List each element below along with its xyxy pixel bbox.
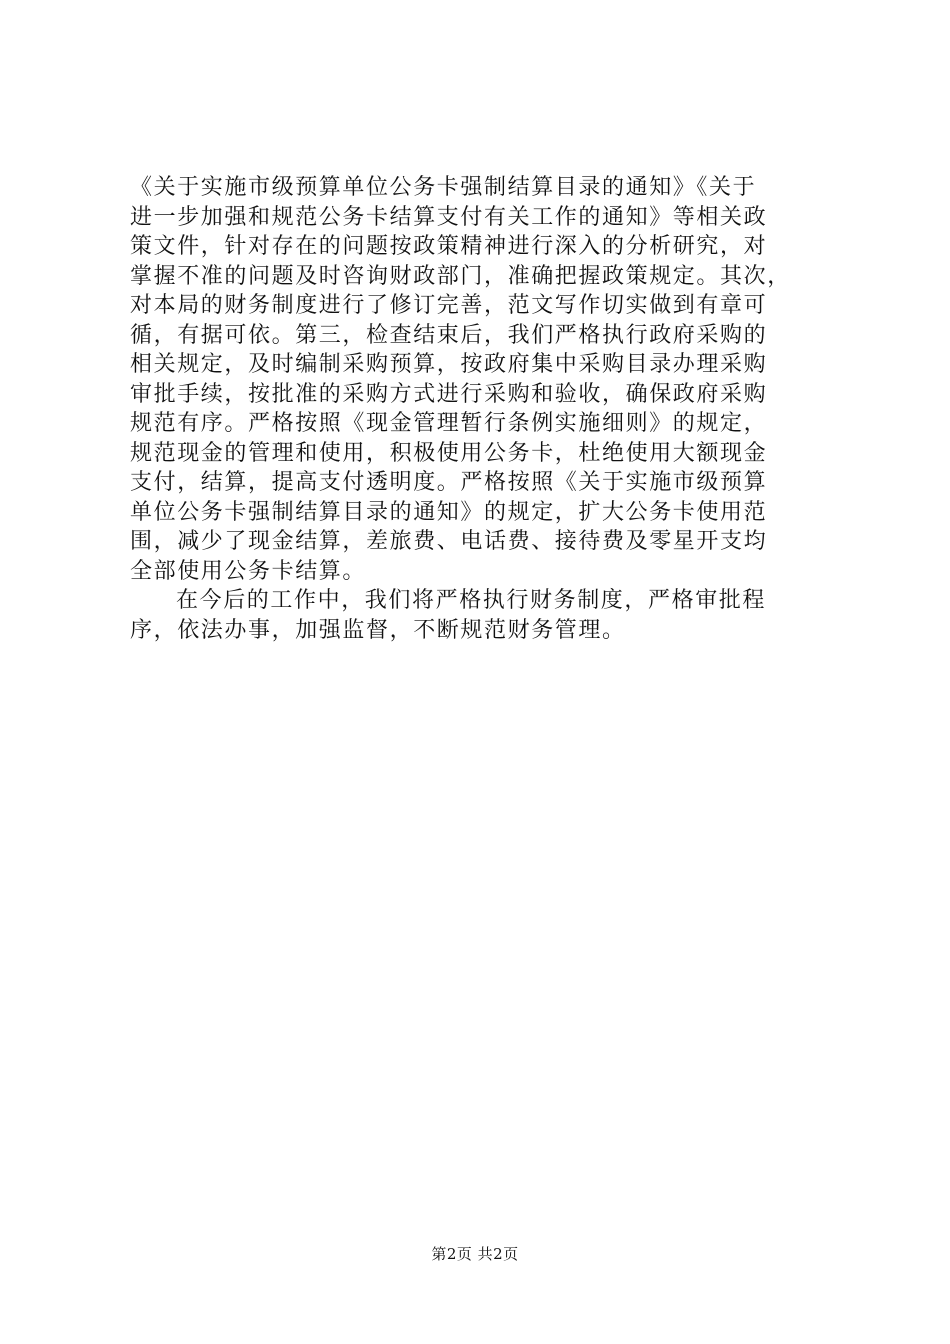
text-line: 单位公务卡强制结算目录的通知》的规定，扩大公务卡使用范 [130, 499, 768, 525]
page-number-footer: 第2页 共2页 [431, 1245, 519, 1263]
text-line: 掌握不准的问题及时咨询财政部门，准确把握政策规定。其次， [130, 263, 791, 289]
text-line: 围，减少了现金结算，差旅费、电话费、接待费及零星开支均 [130, 529, 768, 554]
text-line: 相关规定，及时编制采购预算，按政府集中采购目录办理采购 [130, 352, 768, 377]
text-line: 规范现金的管理和使用，积极使用公务卡，杜绝使用大额现金 [130, 440, 768, 466]
text-line: 支付，结算，提高支付透明度。严格按照《关于实施市级预算 [130, 470, 768, 495]
text-line: 在今后的工作中，我们将严格执行财务制度，严格审批程 [176, 588, 767, 613]
paragraph-1 [130, 173, 830, 586]
text-line: 策文件，针对存在的问题按政策精神进行深入的分析研究，对 [130, 234, 768, 259]
text-line: 规范有序。严格按照《现金管理暂行条例实施细则》的规定， [130, 411, 768, 436]
paragraph-2 [130, 586, 830, 645]
text-line: 《关于实施市级预算单位公务卡强制结算目录的通知》《关于 [130, 175, 757, 200]
text-line: 进一步加强和规范公务卡结算支付有关工作的通知》等相关政 [130, 204, 768, 230]
text-line: 全部使用公务卡结算。 [130, 558, 367, 584]
text-line: 审批手续，按批准的采购方式进行采购和验收，确保政府采购 [130, 381, 768, 407]
document-body [130, 173, 830, 645]
text-line: 循，有据可依。第三，检查结束后，我们严格执行政府采购的 [130, 322, 768, 348]
text-line: 序，依法办事，加强监督，不断规范财务管理。 [130, 617, 626, 643]
text-line: 对本局的财务制度进行了修订完善，范文写作切实做到有章可 [130, 293, 768, 318]
